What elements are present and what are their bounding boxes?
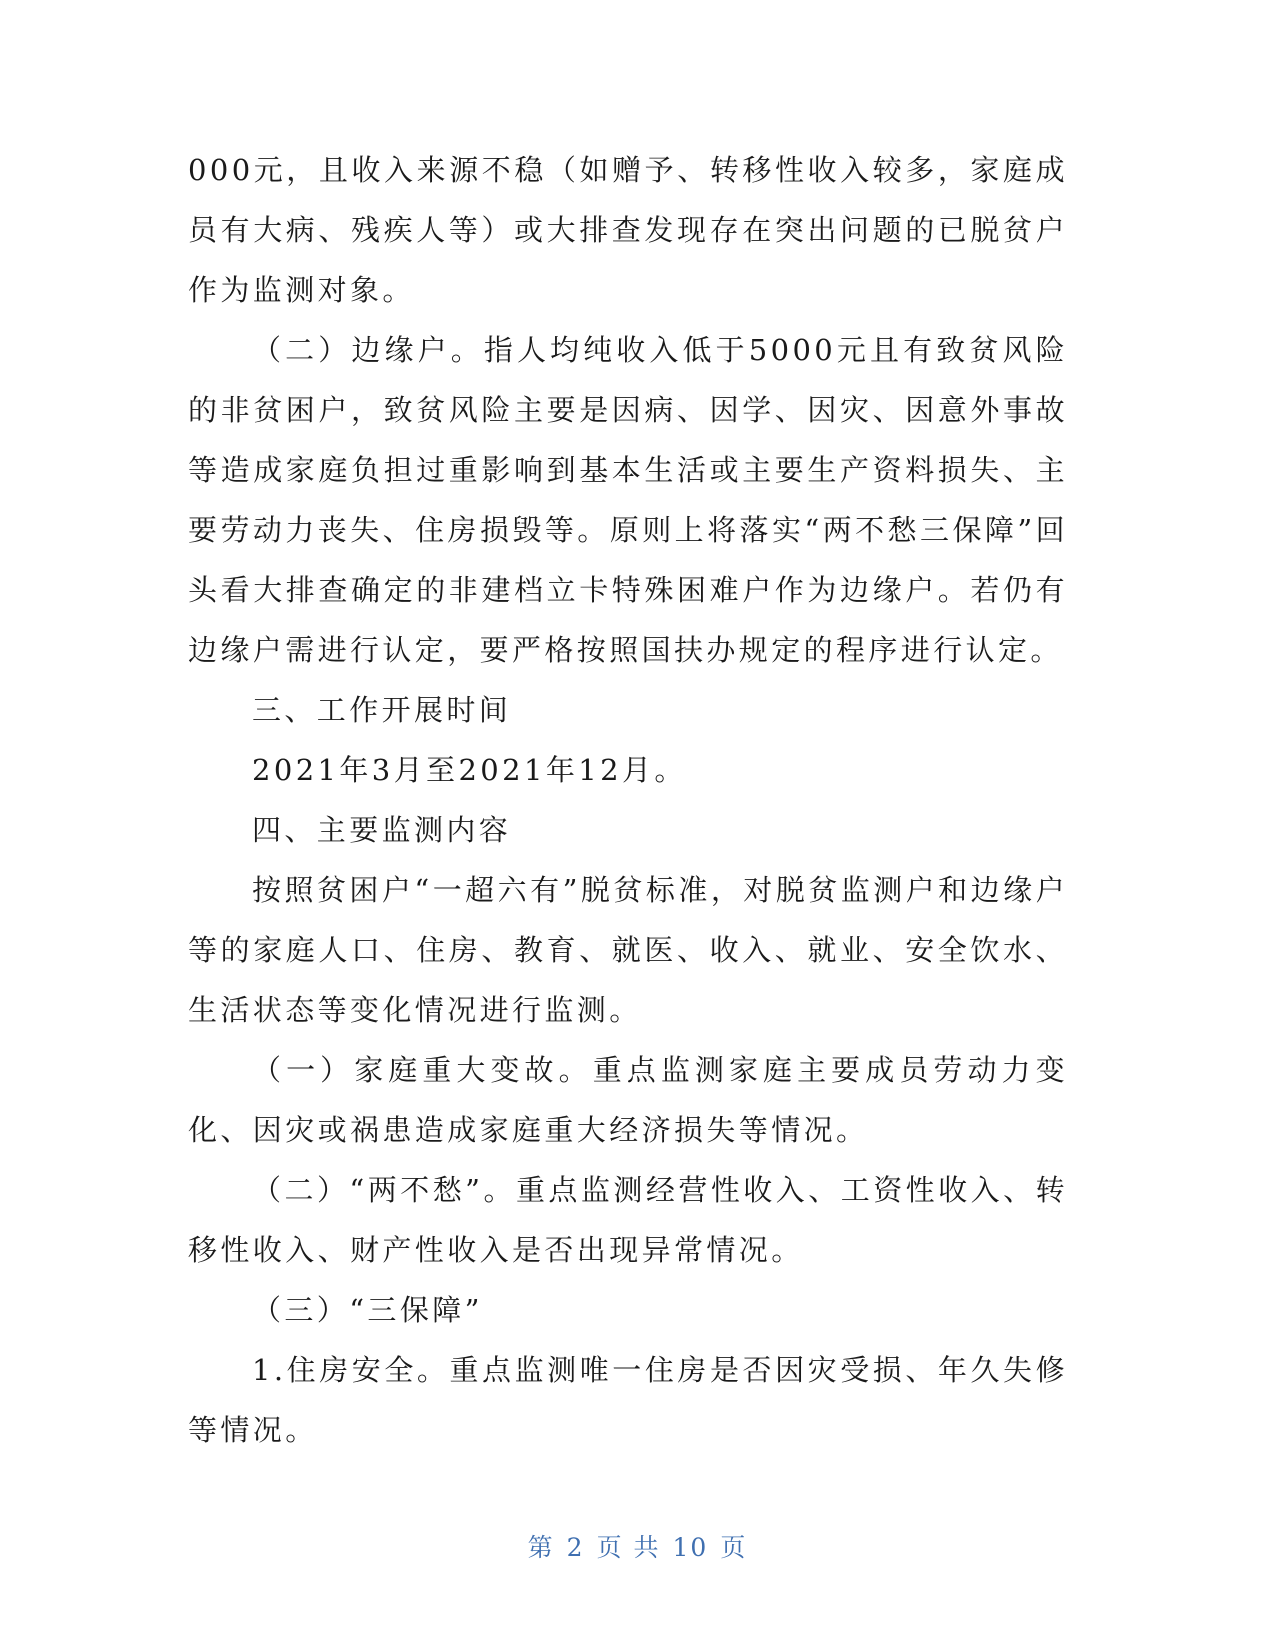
paragraph-monitoring-standard: 按照贫困户“一超六有”脱贫标准，对脱贫监测户和边缘户等的家庭人口、住房、教育、就医、收入、就业、安全饮水、生活状态等变化情况进行监测。 [188, 873, 1068, 1027]
page-number-footer [0, 1528, 1275, 1564]
footer-total-pages: 10 [672, 1533, 709, 1562]
paragraph-work-period-dates: 2021年3月至2021年12月。 [252, 753, 687, 787]
paragraph-two-no-worries: （二）“两不愁”。重点监测经营性收入、工资性收入、转移性收入、财产性收入是否出现异常情况。 [188, 1173, 1068, 1267]
paragraph-marginal-households: （二）边缘户。指人均纯收入低于5000元且有致贫风险的非贫困户，致贫风险主要是因病、因学、因灾、因意外事故等造成家庭负担过重影响到基本生活或主要生产资料损失、主要劳动力丧失、住房损毁等。原则上将落实“两不愁三保障”回头看大排查确定的非建档立卡特殊困难户作为边缘户。若仍有边缘户需进行认定，要严格按照国扶办规定的程序进行认定。 [188, 333, 1068, 667]
paragraph-housing-safety: 1.住房安全。重点监测唯一住房是否因灾受损、年久失修等情况。 [188, 1353, 1068, 1447]
paragraph-family-changes: （一）家庭重大变故。重点监测家庭主要成员劳动力变化、因灾或祸患造成家庭重大经济损失等情况。 [188, 1053, 1068, 1147]
footer-suffix: 页 [720, 1533, 748, 1562]
paragraph-monitoring-households-continued: 000元，且收入来源不稳（如赠予、转移性收入较多，家庭成员有大病、残疾人等）或大排查发现存在突出问题的已脱贫户作为监测对象。 [188, 153, 1068, 307]
footer-middle: 页 共 [596, 1533, 661, 1562]
heading-three-guarantees: （三）“三保障” [252, 1293, 483, 1327]
heading-work-period: 三、工作开展时间 [252, 693, 512, 727]
footer-current-page: 2 [566, 1533, 585, 1562]
footer-prefix: 第 [527, 1533, 555, 1562]
document-body [188, 140, 1068, 1460]
heading-monitoring-content: 四、主要监测内容 [252, 813, 512, 847]
